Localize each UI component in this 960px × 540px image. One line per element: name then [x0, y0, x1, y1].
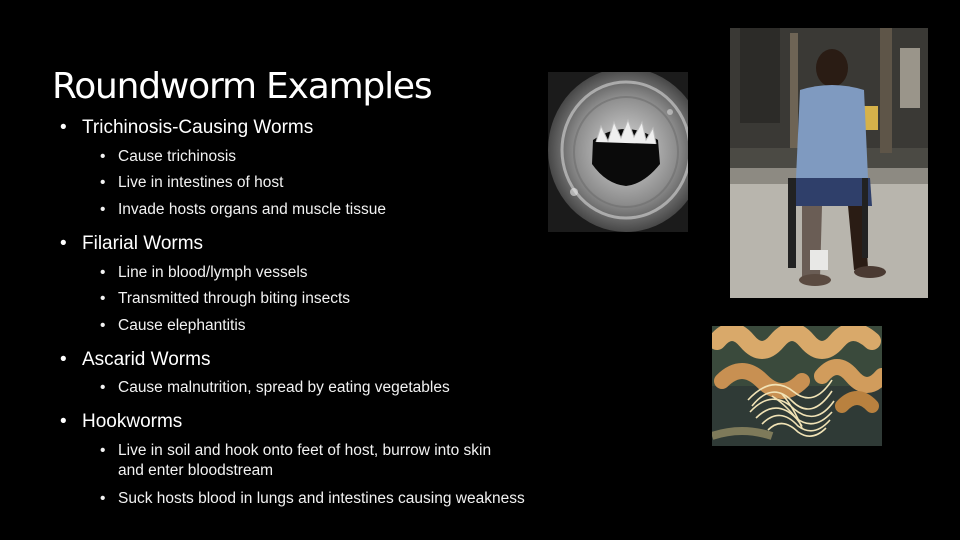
sub-bullet	[100, 290, 350, 308]
sub-bullet	[100, 148, 236, 166]
sub-bullet	[100, 201, 386, 219]
bullet-filarial	[60, 233, 203, 255]
sub-bullet-text: Invade hosts organs and muscle tissue	[118, 201, 386, 218]
bullet-dot: •	[60, 349, 67, 370]
bullet-dot: •	[100, 379, 106, 396]
bullet-trichinosis	[60, 117, 313, 139]
section-heading: Ascarid Worms	[82, 349, 211, 370]
section-heading: Trichinosis-Causing Worms	[82, 117, 314, 138]
sub-bullet-text: Cause malnutrition, spread by eating vegetables	[118, 379, 450, 396]
bullet-dot: •	[100, 490, 106, 507]
sub-bullet	[100, 264, 308, 282]
bullet-ascarid	[60, 349, 210, 371]
bullet-dot: •	[100, 442, 106, 459]
bullet-dot: •	[100, 290, 106, 307]
bullet-dot: •	[100, 264, 106, 281]
bullet-dot: •	[100, 317, 106, 334]
section-heading: Filarial Worms	[82, 233, 204, 254]
sub-bullet-text: Suck hosts blood in lungs and intestines causing weakness	[118, 490, 525, 507]
sub-bullet-text: Live in soil and hook onto feet of host, burrow into skin	[118, 442, 492, 459]
sub-bullet-text: Line in blood/lymph vessels	[118, 264, 308, 281]
sub-bullet	[100, 174, 283, 192]
bullet-dot: •	[60, 117, 67, 138]
slide-title: Roundworm Examples	[52, 66, 432, 107]
sub-bullet-text: Cause trichinosis	[118, 148, 237, 165]
sub-bullet	[100, 317, 246, 335]
worm-mouth-micrograph	[548, 72, 688, 232]
bullet-hookworms	[60, 411, 182, 433]
sub-bullet-text: Cause elephantitis	[118, 317, 246, 334]
sub-bullet	[100, 490, 525, 508]
bullet-dot: •	[100, 148, 106, 165]
section-heading: Hookworms	[82, 411, 183, 432]
bullet-dot: •	[60, 411, 67, 432]
sub-bullet-text: Transmitted through biting insects	[118, 290, 351, 307]
elephantiasis-patient-photo	[730, 28, 928, 298]
sub-bullet	[100, 441, 580, 481]
sub-bullet-text-continued: and enter bloodstream	[118, 462, 274, 479]
bullet-dot: •	[100, 201, 106, 218]
bullet-dot: •	[100, 174, 106, 191]
sub-bullet-text: Live in intestines of host	[118, 174, 284, 191]
bullet-dot: •	[60, 233, 67, 254]
ascarid-intestines-photo	[712, 326, 882, 446]
sub-bullet	[100, 379, 450, 397]
